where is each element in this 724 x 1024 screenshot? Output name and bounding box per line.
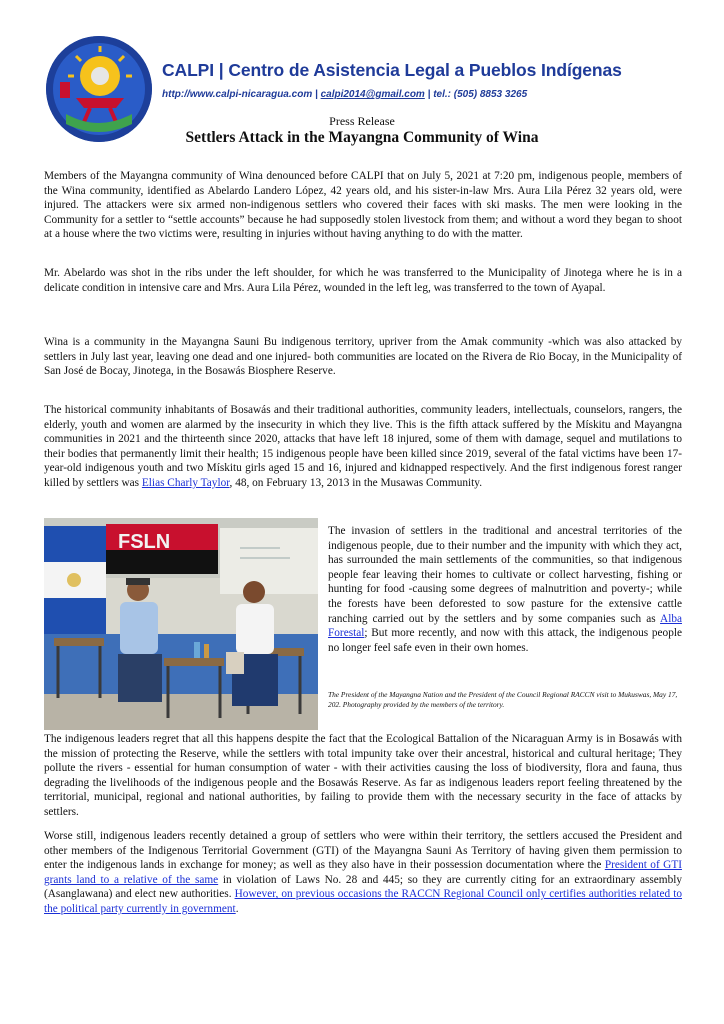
photo-caption: The President of the Mayangna Nation and the President of the Council Regional RACCN visit to Mukuswas, May 17, 202. Photography provided by the members of the territory. (328, 690, 678, 709)
phone-number: tel.: (505) 8853 3265 (433, 89, 528, 100)
email-link[interactable]: calpi2014@gmail.com (320, 89, 425, 100)
paragraph-6-mid: in violation of Laws No. 28 and 445; so they are currently citing for an extraordinary assembly (Asanglawana) and elect new authorities. (44, 873, 682, 901)
contact-line (162, 89, 722, 100)
paragraph-6-end: . (235, 902, 239, 915)
paragraph-6 (44, 829, 682, 917)
alba-forestal-link[interactable]: Alba Forestal (328, 612, 682, 640)
paragraph-5: The indigenous leaders regret that all this happens despite the fact that the Ecological Battalion of the Nicaraguan Army is in Bosawás with the mission of protecting the Reserve, while the settlers with total impunity take over their ancestral, historical and cultural heritage; They pollute the rivers - essential for human consumption of water - with their activities causing the loss of biodiversity, flora and fauna, thus degrading the livelihoods of the indigenous people and the Bosawás Reserve. As far as indigenous leaders report feeling threatened by the territorial, municipal, regional and national authorities, by failing to provide them with the necessary security in the face of attacks by settlers. (44, 733, 682, 818)
separator: | (312, 89, 321, 100)
leaders-photo (44, 518, 318, 730)
paragraph-6-text: Worse still, indigenous leaders recently detained a group of settlers who were within their territory, the settlers accused the President and other members of the Indigenous Territorial Government (GTI) of the Mayangna Sauni As Territory of having given them permission to enter the indigenous lands in exchange for money; as well as they also have in their possession documentation where the (44, 830, 682, 872)
side-paragraph-text: The invasion of settlers in the traditional and ancestral territories of the indigenous people, due to their number and the impunity with which they act, has surrounded the main settlements of the communities, so that indigenous people fear leaving their homes to cultivate or collect harvesting, fishing or hunting for food -causing some degrees of malnutrition and poverty-; while the forests have been deforested to sow pasture for the extensive cattle ranching carried out by the settlers and by some companies such as (328, 525, 682, 625)
paragraph-3: Wina is a community in the Mayangna Sauni Bu indigenous territory, upriver from the Amak community -which was also attacked by settlers in July last year, leaving one dead and one injured- both communities are located on the Rivera de Rio Bocay, in the Municipality of San José de Bocay, Jinotega, in the Bosawás Biosphere Reserve. (44, 336, 682, 378)
press-release-label: Press Release (329, 114, 395, 128)
organization-title: CALPI | Centro de Asistencia Legal a Pueblos Indígenas (162, 60, 622, 80)
gti-land-grant-link[interactable]: President of GTI grants land to a relative of the same (44, 859, 682, 886)
headline: Settlers Attack in the Mayangna Community of Wina (185, 129, 539, 146)
separator: | (424, 89, 434, 100)
side-paragraph (328, 524, 682, 655)
raccn-council-link[interactable]: However, on previous occasions the RACCN Regional Council only certifies authorities related to the political party currently in government (44, 888, 682, 915)
side-paragraph-tail: ; But more recently, and now with this attack, the indigenous people no longer feel safe even in their own homes. (328, 627, 682, 654)
fsln-banner-text: FSLN (118, 531, 171, 553)
paragraph-4 (44, 403, 682, 491)
paragraph-2: Mr. Abelardo was shot in the ribs under the left shoulder, for which he was transferred to the Municipality of Jinotega where he is in a delicate condition in intensive care and Mrs. Aura Lila Pérez, wounded in the left leg, was transferred to the town of Ayapal. (44, 267, 682, 294)
website-link[interactable]: http://www.calpi-nicaragua.com (162, 89, 313, 100)
paragraph-4-tail: , 48, on February 13, 2013 in the Musawas Community. (229, 476, 483, 489)
paragraph-1: Members of the Mayangna community of Wina denounced before CALPI that on July 5, 2021 at 7:20 pm, indigenous people, members of the Wina community, identified as Abelardo Landero López, 42 years old, and his sister-in-law Mrs. Aura Lila Pérez 32 years old, were injured. The attackers were six armed non-indigenous settlers who covered their faces with ski masks. The men were looking in the Community for a settler to “settle accounts” because he had supposedly stolen livestock from them; and without a word they began to shoot at a house where the two victims were, resulting in injuries without having anything to do with the matter. (44, 170, 682, 241)
paragraph-4-text: The historical community inhabitants of Bosawás and their traditional authorities, community leaders, intellectuals, counselors, rangers, the elderly, youth and women are alarmed by the insecurity in which they live. This is the fifth attack suffered by the Mískitu and Mayangna communities in 2021 and the thirteenth since 2020, attacks that have left 18 injured, some of them with damage, sequel and mutilations to their bodies that permanently limit their health; 15 indigenous people have been killed since 2019, several of the fatal victims have been 17-year-old indigenous youth and two Mískitu girls aged 15 and 16, injured and kidnapped respectively. And the first indigenous forest ranger killed by settlers was (44, 404, 682, 489)
elias-charly-taylor-link[interactable]: Elias Charly Taylor (141, 476, 230, 489)
